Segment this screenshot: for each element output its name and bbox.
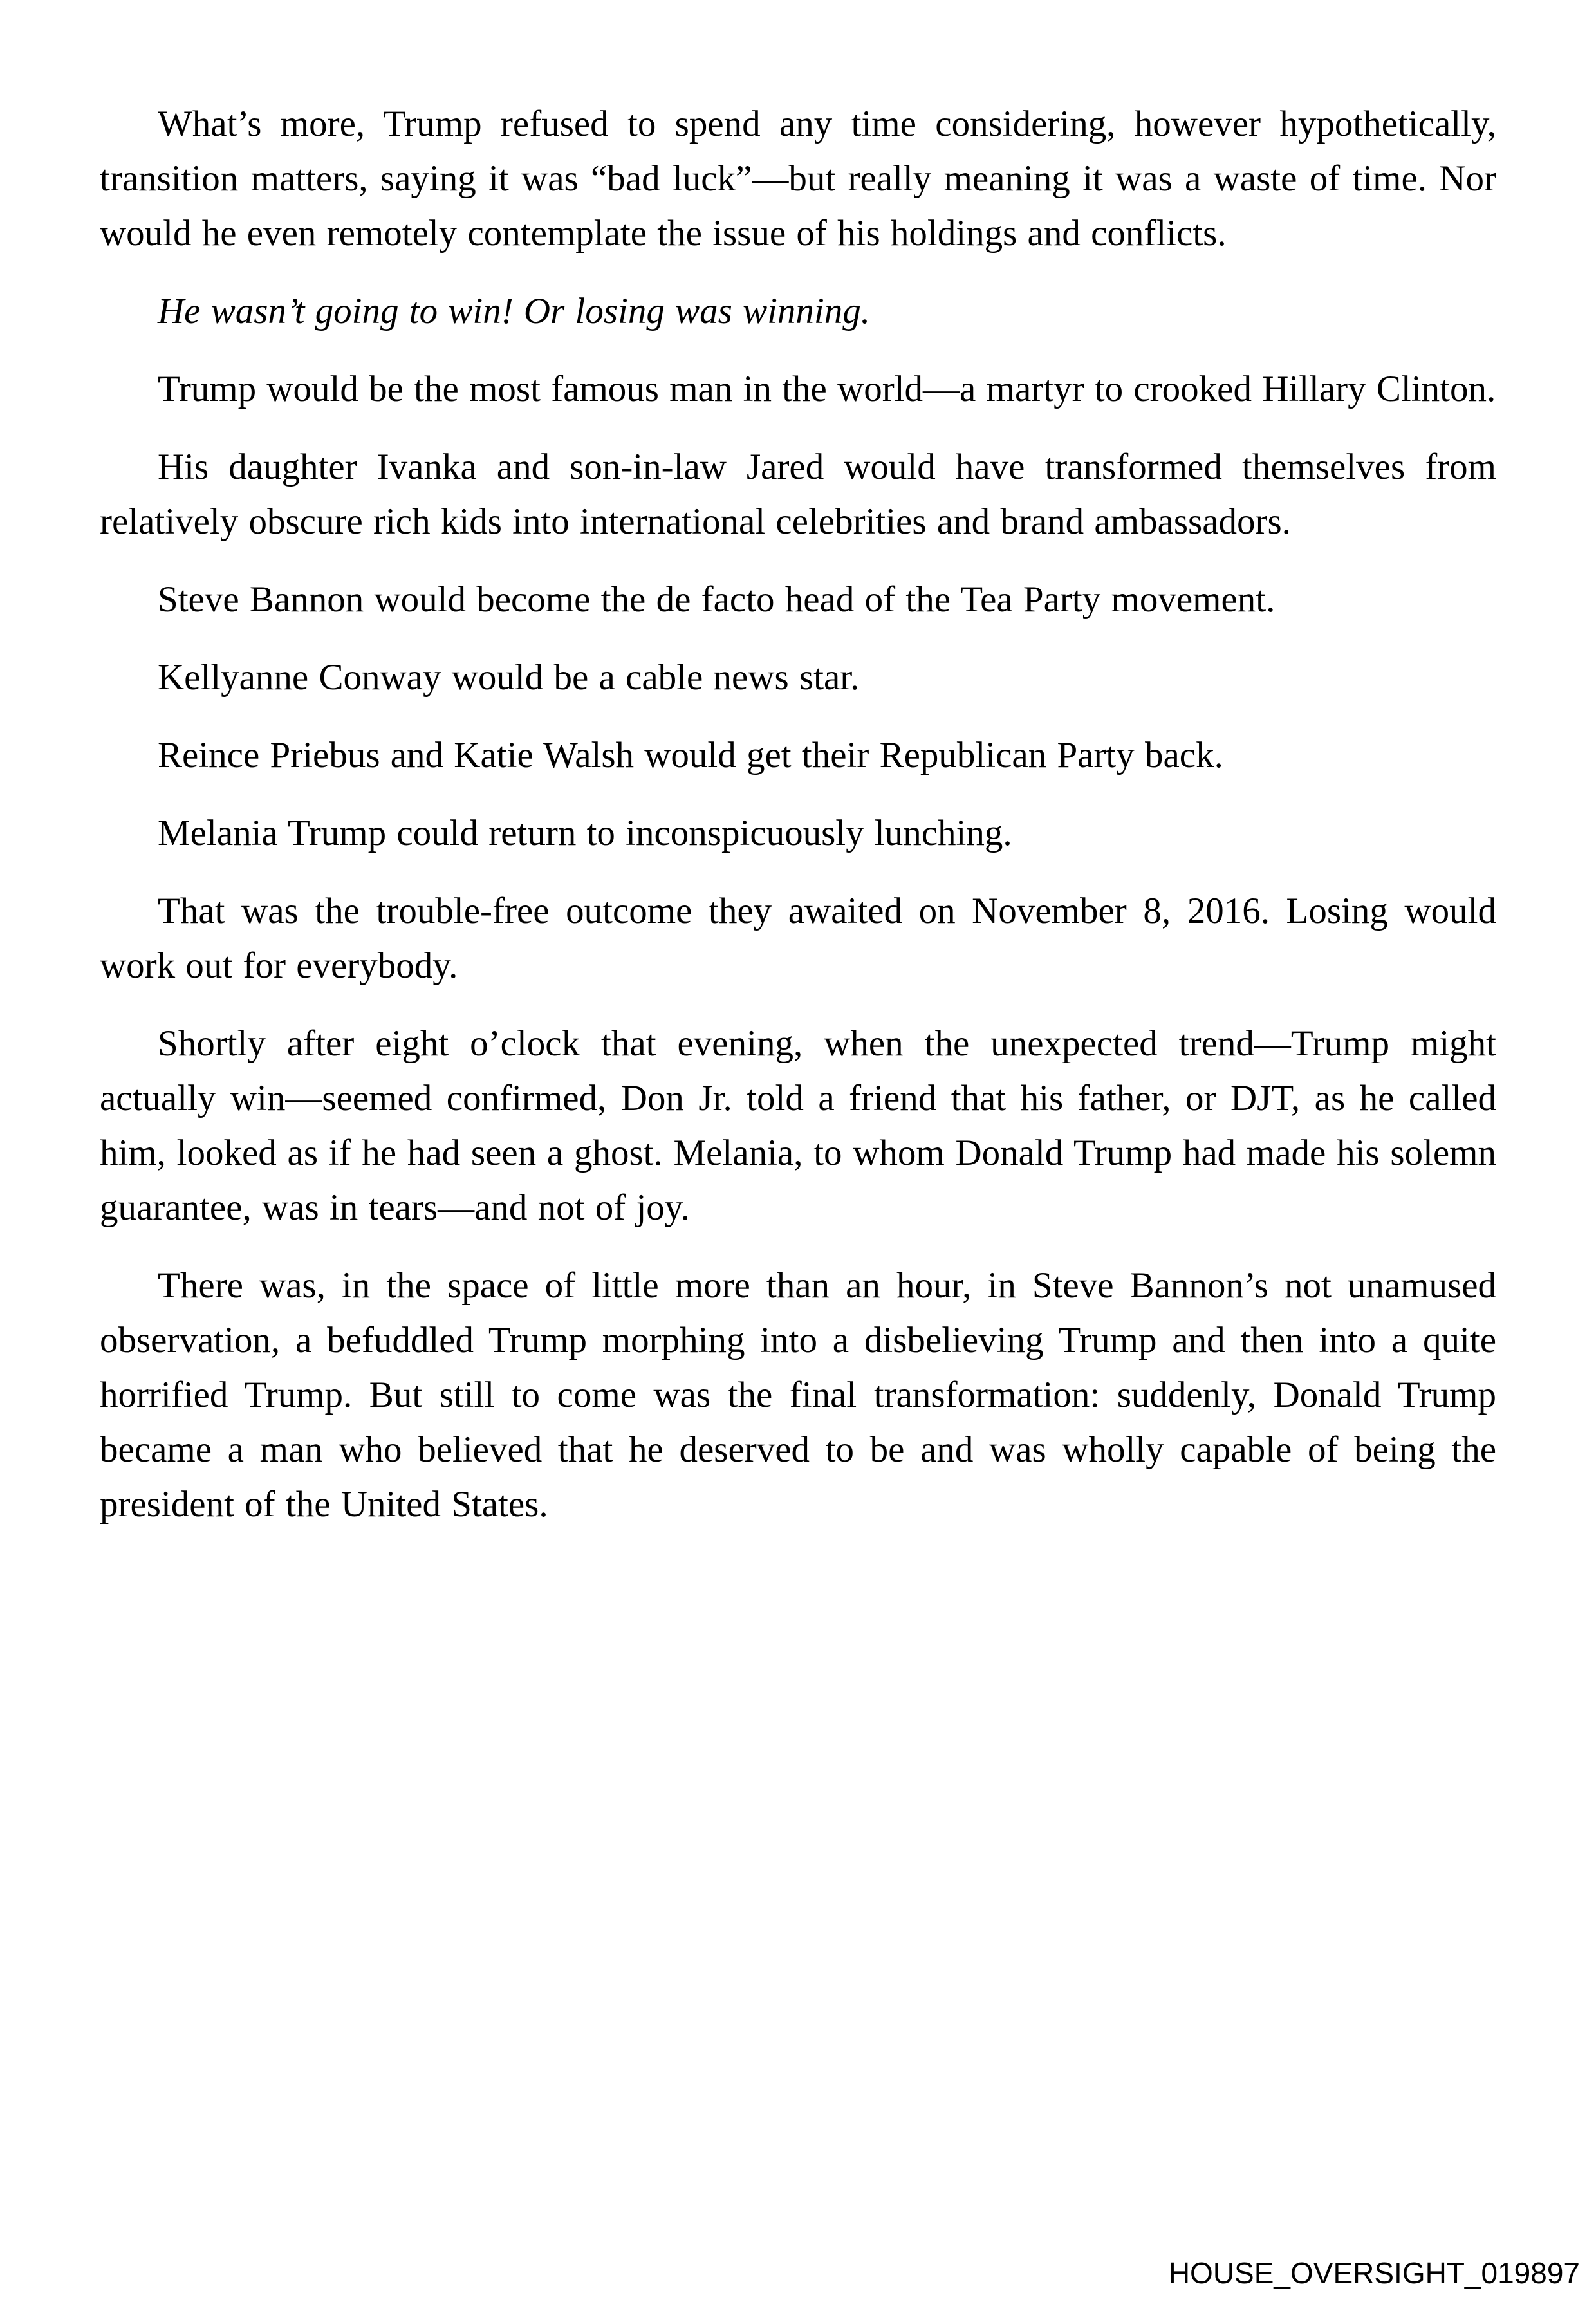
- paragraph-italic: He wasn’t going to win! Or losing was winning.: [158, 291, 871, 331]
- paragraph: There was, in the space of little more than an hour, in Steve Bannon’s not unamused observation, a befuddled Trump morphing into a disbelieving Trump and then into a quite horrified Trump. But still to come was the final transformation: suddenly, Donald Trump became a man who believed that he deserved to be and was wholly capable of being the president of the United States.: [100, 1265, 1496, 1525]
- paragraph: That was the trouble-free outcome they awaited on November 8, 2016. Losing would work out for everybody.: [100, 891, 1496, 986]
- paragraph: Kellyanne Conway would be a cable news star.: [158, 657, 860, 698]
- paragraph: Shortly after eight o’clock that evening, when the unexpected trend—Trump might actually win—seemed confirmed, Don Jr. told a friend that his father, or DJT, as he called him, looked as if he had seen a ghost. Melania, to whom Donald Trump had made his solemn guarantee, was in tears—and not of joy.: [100, 1023, 1496, 1228]
- paragraph: Reince Priebus and Katie Walsh would get their Republican Party back.: [158, 735, 1223, 775]
- paragraph: Steve Bannon would become the de facto head of the Tea Party movement.: [158, 579, 1276, 620]
- paragraph: What’s more, Trump refused to spend any time considering, however hypothetically, transition matters, saying it was “bad luck”—but really meaning it was a waste of time. Nor would he even remotely contemplate the issue of his holdings and conflicts.: [100, 104, 1496, 254]
- bates-number: HOUSE_OVERSIGHT_019897: [1168, 2256, 1580, 2290]
- paragraph: Melania Trump could return to inconspicuously lunching.: [158, 813, 1012, 853]
- paragraph: His daughter Ivanka and son-in-law Jared would have transformed themselves from relatively obscure rich kids into international celebrities and brand ambassadors.: [100, 447, 1496, 542]
- page-body-text: [100, 97, 1496, 1532]
- paragraph: Trump would be the most famous man in the world—a martyr to crooked Hillary Clinton.: [158, 369, 1496, 409]
